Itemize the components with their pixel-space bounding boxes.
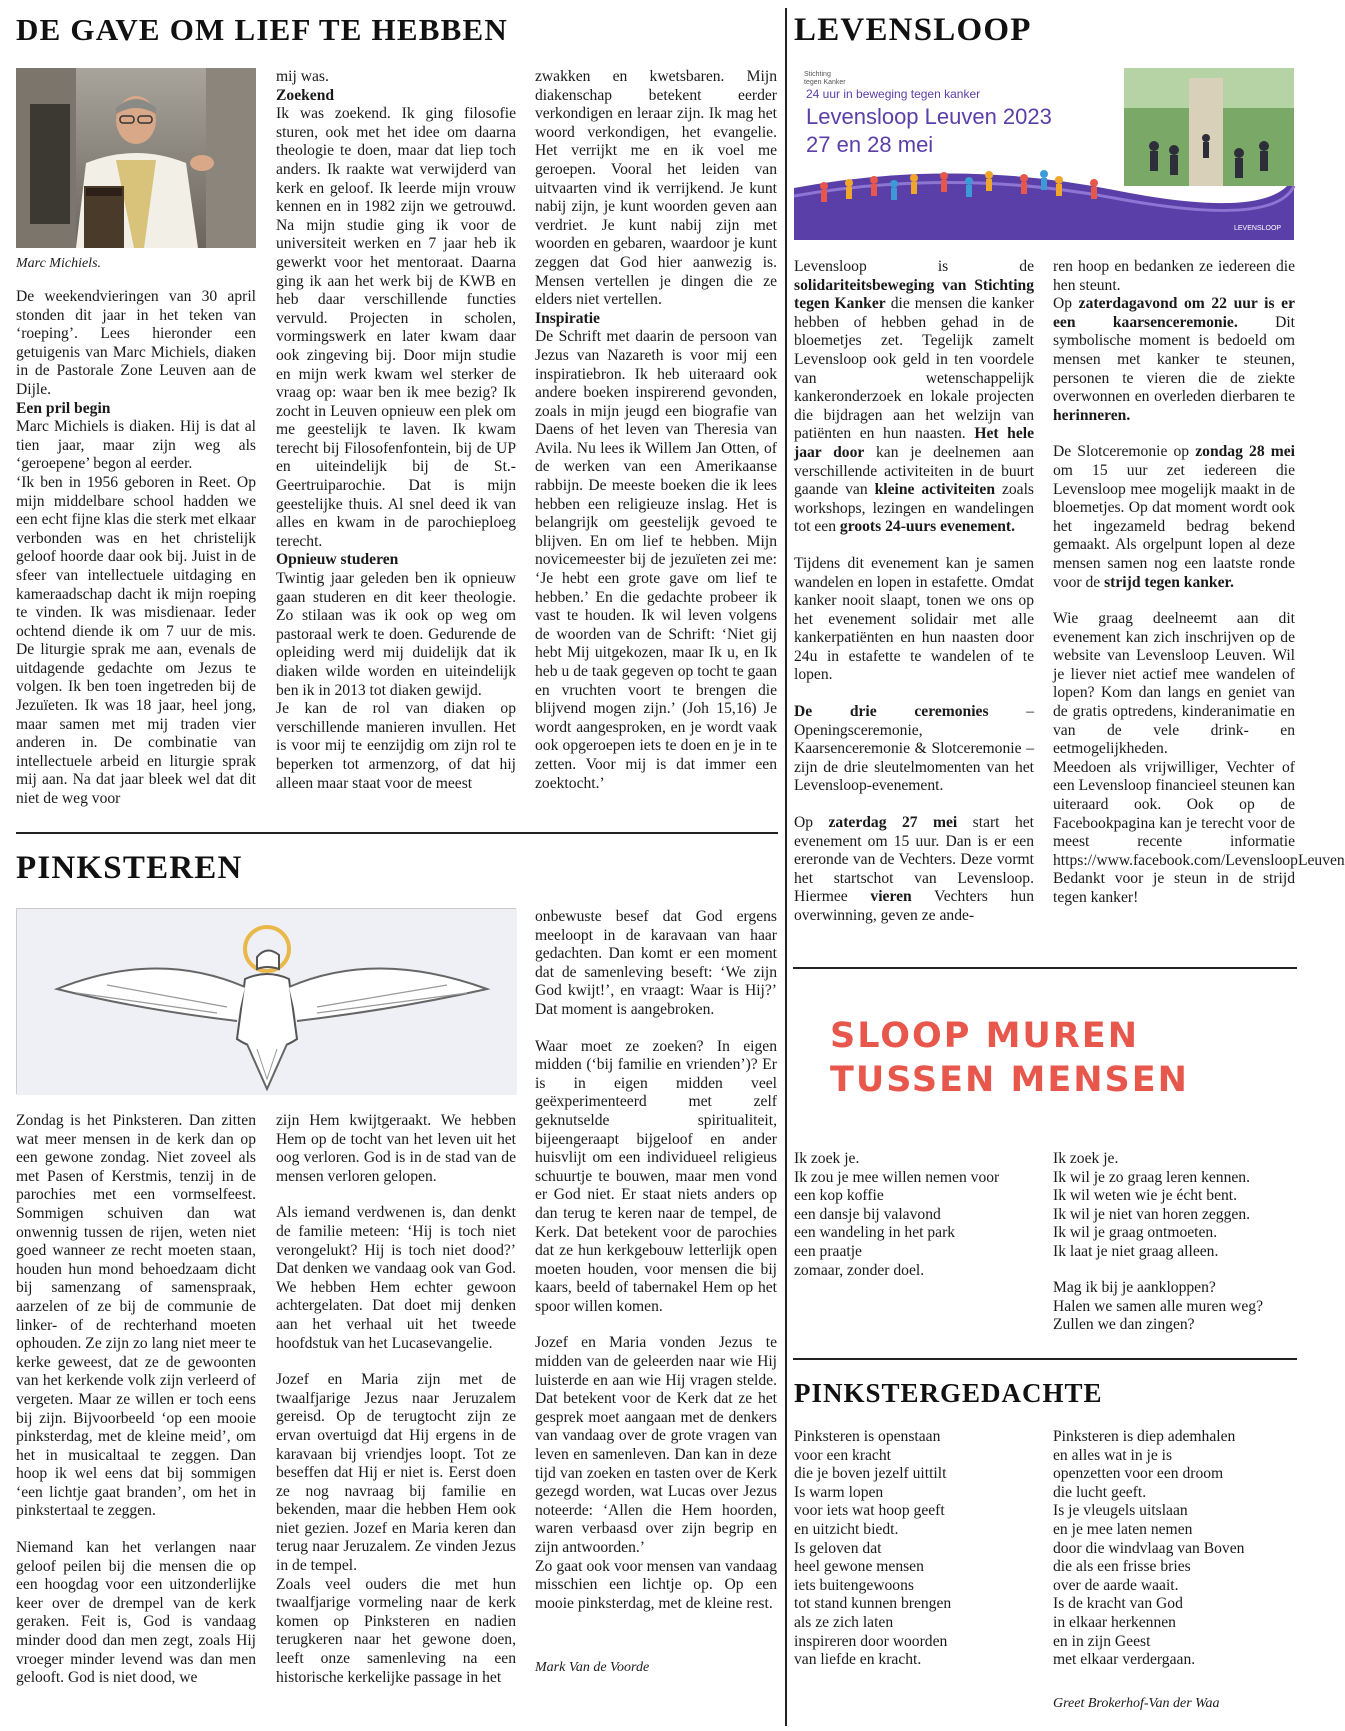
paragraph: Meedoen als vrijwilliger, Vechter of een Levensloop financieel steunen kan uiteraard ook. Ook op de Facebookpagina kan je terecht voor de meest recente informatie https://www.facebook.com/LevensloopLeuven [1053, 758, 1345, 869]
paragraph [794, 703, 1034, 796]
banner-org-line2: tegen Kanker [804, 79, 846, 86]
poem-line: een praatje [794, 1242, 862, 1260]
text: om 15 uur zet iedereen die Levensloop mee mogelijk maakt in de bloemetjes. Op dat moment wordt ook het ingezameld bedrag bekend gemaakt. Als orgelpunt lopen al deze mensen samen nog een laatste ronde voor de [1053, 461, 1295, 591]
bold-text: zaterdag 27 mei [828, 814, 958, 832]
photo-marc-michiels [16, 68, 256, 248]
bold-text: zaterdagavond om 22 uur is er een kaarsenceremonie. [1053, 295, 1295, 331]
gave-column-1 [16, 288, 256, 824]
poem-line: van liefde en kracht. [794, 1651, 922, 1669]
poem-line: en uitzicht biedt. [794, 1520, 899, 1538]
levensloop-column-2 [1053, 258, 1345, 958]
article-title-pinkstergedachte: PINKSTERGEDACHTE [794, 1378, 1103, 1408]
poem-line: als ze zich laten [794, 1613, 894, 1631]
bold-text: zondag 28 mei [1195, 443, 1295, 461]
poem-line: een kop koffie [794, 1187, 884, 1205]
poem-line: met elkaar verdergaan. [1053, 1651, 1196, 1669]
paragraph [794, 814, 1034, 926]
subheading: Een pril begin [16, 399, 111, 417]
poem-line: voor iets wat hoop geeft [794, 1502, 945, 1520]
paragraph: Waar moet ze zoeken? In eigen midden (‘bij familie en vrienden’)? Er is in eigen midden veel geëxperimenteerd met zelf geknutselde spiritualiteit, bijeengeraapt bijgeloof en ander huisvlijt om een individueel religieus schuurtje te bouwen, maar men vond er God niet. Er staat niets anders op dan terug te keren naar de tempel, de Kerk. Dat betekent voor de parochies dat ze hun kerkgebouw letterlijk open moeten houden, voor mensen die bij kaars, beeld of tabernakel Hem op het spoor willen komen. [535, 1037, 777, 1315]
text: zoals workshops, lezingen en wandelingen tot een [794, 481, 1034, 536]
paragraph [1053, 443, 1295, 592]
poem-line: Ik zou je mee willen nemen voor [794, 1168, 1000, 1186]
sloop-poem-column-1 [794, 1150, 1039, 1280]
poem-line: tot stand kunnen brengen [794, 1595, 952, 1613]
paragraph: Ik was zoekend. Ik ging filosofie sturen, ook met het idee om daarna theologie te doen, maar dat liep toch anders. Ik raakte wat verwijderd van kerk en geloof. Ik leerde mijn vrouw kennen en in 1982 zijn we getrouwd. Na mijn studie ging ik voor de universiteit werken en 7 jaar heb ik gewerkt voor het mentoraat. Daarna ging ik aan het werk bij de KWB en heb daar verschillende functies vervuld. Projecten in scholen, vormingswerk en later kwam daar ook zingeving bij. Door mijn studie en mijn werk kwam wel sterker de vraag op: waar ben ik mee bezig? Ik zocht in Leuven opnieuw een plek om me geestelijk te laven. Ik kwam terecht bij Filosofenfontein, bij de UP en uiteindelijk bij de St.-Geertruiparochie. Dat is mijn geestelijke thuis. Al snel deed ik van alles en kwam in de parochieploeg terecht. [276, 105, 516, 550]
levensloop-banner [794, 68, 1294, 240]
paragraph: Zoals veel ouders die met hun twaalfjarige vormeling naar de kerk komen op Pinksteren en nadien terugkeren naar het gewone doen, leeft onze samenleving na een historische kerkelijke passage in het [276, 1575, 516, 1686]
poem-line: en je mee laten nemen [1053, 1520, 1193, 1538]
text: start het evenement om 15 uur. Dan is er een ereronde van de Vechters. Deze vormt het startschot van Levensloop. Hiermee [794, 814, 1034, 906]
poem-line: inspireren door woorden [794, 1632, 948, 1650]
paragraph: Zo gaat ook voor mensen van vandaag misschien een lichtje op. Op een mooie pinksterdag, met de kleine rest. [535, 1557, 777, 1612]
bold-text: kleine activiteiten [874, 481, 995, 499]
pinkstergedachte-column-2 [1053, 1428, 1298, 1670]
text: Op [1053, 295, 1079, 313]
poem-line: die als een frisse bries [1053, 1558, 1191, 1576]
bold-text: solidariteitsbeweging van Stichting tegen Kanker [794, 276, 1034, 313]
poem-line: Is je vleugels uitslaan [1053, 1502, 1188, 1520]
subheading: Inspiratie [535, 309, 600, 327]
poem-line: Ik wil je zo graag leren kennen. [1053, 1168, 1251, 1186]
article-title-gave: DE GAVE OM LIEF TE HEBBEN [16, 12, 508, 47]
paragraph: ren hoop en bedanken ze iedereen die hen steunt. [1053, 258, 1295, 294]
article-title-levensloop: LEVENSLOOP [794, 12, 1032, 48]
bold-text: herinneren. [1053, 406, 1131, 424]
gave-column-2 [276, 68, 516, 824]
bold-text: De drie ceremonies [794, 703, 989, 721]
divider-sloop-pinkstergedachte [793, 1358, 1297, 1360]
poem-line: Zullen we dan zingen? [1053, 1316, 1195, 1334]
divider-levensloop-sloop [793, 967, 1297, 969]
pinksteren-signature: Mark Van de Voorde [535, 1660, 650, 1675]
paragraph: Tijdens dit evenement kan je samen wandelen en lopen in estafette. Omdat kanker nooit slaapt, tonen we ons op het evenement solidair met alle kankerpatiënten en hun naasten door 24u in estafette te wandelen of te lopen. [794, 554, 1034, 684]
text: Levensloop is de [794, 258, 1034, 275]
pinkstergedachte-column-1 [794, 1428, 1039, 1670]
text: – Openingsceremonie, Kaarsenceremonie & Slotceremonie – zijn de drie sleutelmomenten van het Levensloop-evenement. [794, 703, 1035, 795]
poem-line: een dansje bij valavond [794, 1205, 941, 1223]
poem-line: Ik wil je niet van horen zeggen. [1053, 1205, 1251, 1223]
dove-illustration [16, 908, 516, 1094]
paragraph: zijn Hem kwijtgeraakt. We hebben Hem op de tocht van het leven uit het oog verloren. God is in de stad van de mensen verloren gelopen. [276, 1112, 516, 1185]
photo-caption: Marc Michiels. [16, 256, 102, 271]
pinksteren-column-1 [16, 1112, 256, 1726]
sloop-poem-column-2-stanza-2 [1053, 1279, 1298, 1335]
pinkstergedachte-signature: Greet Brokerhof-Van der Waa [1053, 1696, 1220, 1711]
paragraph [1053, 295, 1295, 425]
paragraph: Jozef en Maria vonden Jezus te midden van de geleerden naar wie Hij luisterde en aan wie Hij vragen stelde. Dat betekent voor de Kerk dat ze het gesprek moet aangaan met de denkers van vandaag over de grote vragen van leven en samenleven. Dan kan in deze tijd van zoeken en tasten over de Kerk gezegd worden, wat Lucas over Jezus noteerde: ‘Allen die Hem hoorden, waren verbaasd over zijn begrip en zijn antwoorden.’ [535, 1334, 777, 1556]
poem-line: Pinksteren is openstaan [794, 1428, 941, 1445]
divider-gave-pinksteren [16, 832, 778, 834]
banner-dates: 27 en 28 mei [806, 132, 934, 157]
text: die mensen die kanker hebben of hebben gehad in de bloemetjes zet. Tegelijk zamelt Levensloop ook geld in ten voordele van wetenschappelijk kankeronderzoek en lokale projecten die bijdragen aan het welzijn van patiënten en hun naasten. [794, 295, 1034, 443]
poem-line: een wandeling in het park [794, 1224, 956, 1242]
poem-line: iets buitengewoons [794, 1576, 914, 1594]
paragraph: Je kan de rol van diaken op verschillende manieren invullen. Het is voor mij te eenzijdig om zijn rol te beperken tot armenzorg, of dat hij alleen maar staat voor de meest [276, 700, 516, 792]
paragraph: Wie graag deelneemt aan dit evenement kan zich inschrijven op de website van Levensloop Leuven. Wil je liever niet actief mee wandelen of lopen? Kom dan langs en geniet van de gratis optredens, kinderanimatie en van de vele drink- en eetmogelijkheden. [1053, 610, 1295, 758]
poem-line: voor een kracht [794, 1446, 891, 1464]
paragraph: Jozef en Maria zijn met de twaalfjarige Jezus naar Jeruzalem gereisd. Op de terugtocht zijn ze ervan overtuigd dat Hij ergens in de karavaan bij vriendjes loopt. Tot ze beseffen dat Hij er niet is. Eerst doen ze nog navraag bij familie en bekenden, maar die hebben Hem ook niet gezien. Jozef en Maria keren dan terug naar Jeruzalem. Ze vinden Jezus in de tempel. [276, 1371, 516, 1575]
article-title-pinksteren: PINKSTEREN [16, 850, 243, 886]
sloop-poem-column-2 [1053, 1150, 1298, 1262]
subheading: Zoekend [276, 86, 335, 104]
poem-line: Is warm lopen [794, 1483, 884, 1501]
poem-line: Halen we samen alle muren weg? [1053, 1297, 1263, 1315]
paragraph: De Schrift met daarin de persoon van Jezus van Nazareth is voor mij een inspiratiebron. Ik heb uiteraard ook andere boeken inspirerend gevonden, zoals in mijn jeugd een biografie van Daens of het leven van Theresia van Avila. Nu lees ik Willem Jan Otten, of de werken van een Amerikaanse rabbijn. De meeste boeken die ik lees hebben een religieuze inslag. Het is belangrijk om geestelijk gevoed te blijven. En om lief te hebben. Mijn novicemeester bij de jezuïeten zei me: ‘Je hebt een grote gave om lief te hebben.’ En die gedachte probeer ik vast te houden. Ik wil leven volgens de woorden van de Schrift: ‘Niet gij hebt Mij uitgekozen, maar Ik u, en Ik heb u de taak gegeven op tocht te gaan en vruchten voort te brengen die blijvend mogen zijn.’ (Joh 15,16) Je wordt aangesproken, en je wordt vaak ook opgeroepen iets te doen en je in te zetten. Voor mij is dat immer een zoektocht.’ [535, 328, 777, 792]
paragraph: Bedankt voor je steun in de strijd tegen kanker! [1053, 870, 1295, 906]
pinksteren-column-2 [276, 1112, 516, 1726]
poem-line: Ik zoek je. [1053, 1150, 1119, 1167]
paragraph: Als iemand verdwenen is, dan denkt de familie meteen: ‘Hij is toch niet verongelukt? Hij is toch niet dood?’ Dat denken we vandaag ook van God. We hebben Hem echter gewoon achtergelaten. Dat doet mij denken aan het verhaal uit het tweede hoofdstuk van het Lucasevangelie. [276, 1204, 516, 1352]
pinksteren-column-3 [535, 908, 777, 1684]
sloop-title [830, 1014, 1189, 1102]
poem-line: openzetten voor een droom [1053, 1465, 1224, 1483]
banner-event-name: Levensloop Leuven 2023 [806, 104, 1052, 129]
paragraph: mij was. [276, 68, 329, 85]
poem-line: Is de kracht van God [1053, 1595, 1183, 1613]
poem-line: in elkaar herkennen [1053, 1613, 1176, 1631]
paragraph: onbewuste besef dat God ergens meeloopt in de karavaan van haar gedachten. Dan komt er een moment dat de samenleving beseft: ‘We zijn God kwijt!’, en vraagt: Waar is Hij?’ Dat moment is aangebroken. [535, 908, 777, 1018]
paragraph: Niemand kan het verlangen naar geloof peilen bij die mensen die op een hoogdag voor een uitzonderlijke keer over de drempel van de kerk geraken. Feit is, God is vandaag minder dood dan men zegt, zoals Hij vroeger minder levend was dan men gelooft. God is niet dood, we [16, 1539, 256, 1687]
subheading: Opnieuw studeren [276, 551, 399, 569]
paragraph [794, 258, 1034, 537]
paragraph: De weekendvieringen van 30 april stonden dit jaar in het teken van ‘roeping’. Lees hieronder een getuigenis van Marc Michiels, diaken in de Pastorale Zone Leuven aan de Dijle. [16, 288, 256, 398]
sloop-title-line1: SLOOP MUREN [830, 1016, 1140, 1056]
poem-line: Ik wil weten wie je écht bent. [1053, 1187, 1238, 1205]
banner-tagline: 24 uur in beweging tegen kanker [806, 87, 981, 101]
paragraph: Marc Michiels is diaken. Hij is dat al tien jaar, maar zijn weg als ‘geroepene’ begon al eerder. [16, 418, 256, 473]
paragraph: ‘Ik ben in 1956 geboren in Reet. Op mijn middelbare school hadden we een echt fijne klas die sterk met elkaar verbonden was en het christelijk geloof hoorde daar ook bij. Juist in de sfeer van intellectuele uitdaging en kameraadschap dacht ik mijn roeping te vinden. Ik was misdienaar. Ieder ochtend diende ik om 7 uur de mis. De liturgie sprak me aan, evenals de uitdagende gedachte om Jezus te volgen. Ik ben toen ingetreden bij de Jezuïeten. Ik was 18 jaar, heel jong, maar samen met mij traden vier anderen in. De combinatie van intellectuele arbeid en liturgie sprak mij aan. Na dat jaar bleek wel dat dit niet de weg voor [16, 473, 256, 808]
text: Op [794, 814, 829, 832]
text: Dit symbolische moment is bedoeld om mensen met kanker te steunen, personen te vieren die de ziekte overwonnen en overleden dierbaren te [1053, 313, 1296, 406]
text: kan je deelnemen aan verschillende activiteiten in de buurt gaande van [794, 443, 1035, 499]
poem-line: en in zijn Geest [1053, 1632, 1151, 1650]
poem-line: Ik zoek je. [794, 1150, 860, 1167]
bold-text: strijd tegen kanker. [1104, 573, 1234, 591]
paragraph: Twintig jaar geleden ben ik opnieuw gaan studeren en dit keer theologie. Zo stilaan was ik ook op weg om pastoraal werk te doen. Gedurende de opleiding werd mij duidelijk dat ik diaken wilde worden en uiteindelijk ben ik in 2013 tot diaken gewijd. [276, 570, 516, 699]
poem-line: en alles wat in je is [1053, 1446, 1173, 1464]
banner-logo: LEVENSLOOP [1234, 225, 1282, 232]
poem-line: die lucht geeft. [1053, 1483, 1147, 1501]
poem-line: heel gewone mensen [794, 1558, 924, 1576]
bold-text: vieren [870, 888, 912, 906]
vertical-divider [785, 8, 787, 1726]
paragraph: Zondag is het Pinksteren. Dan zitten wat meer mensen in de kerk dan op een gewone zondag. Niet zoveel als met Pasen of Kerstmis, tenzij in de parochies met een vormselfeest. Sommigen schuiven dan wat onwennig tussen de rijen, weten niet goed wanneer ze recht moeten staan, houden hun mond behoedzaam dicht bij samenzang of samenspraak, aarzelen of ze bij de communie de linker- of de rechterhand moeten ophouden. Ze zijn zo lang niet meer te kerke geweest, dat ze de gewoonten van het kerkende volk zijn verleerd of vergeten. Maar ze willen er toch eens bij zijn. Bijvoorbeeld ‘op een mooie pinksterdag, met de kleine meid’, om het in musicaltaal te zeggen. Dan hoop ik wel eens dat bij sommigen ‘een lichtje gaat branden’, om het in pinkstertaal te zeggen. [16, 1112, 256, 1520]
text: Vechters hun overwinning, geven ze ande- [794, 888, 1034, 924]
text: De Slotceremonie op [1053, 443, 1196, 461]
bold-text: groots 24-uurs evenement. [839, 518, 1016, 536]
poem-line: Ik wil je graag ontmoeten. [1053, 1224, 1218, 1242]
gave-column-3 [535, 68, 777, 824]
banner-org-line1: Stichting [804, 71, 831, 78]
poem-line: Is geloven dat [794, 1539, 882, 1557]
bold-text: Het hele jaar door [794, 425, 1034, 461]
poem-line: die je boven jezelf uittilt [794, 1465, 947, 1483]
sloop-title-line2: TUSSEN MENSEN [830, 1060, 1189, 1100]
levensloop-column-1 [794, 258, 1034, 958]
poem-line: zomaar, zonder doel. [794, 1261, 925, 1279]
poem-line: Pinksteren is diep ademhalen [1053, 1428, 1236, 1445]
paragraph: zwakken en kwetsbaren. Mijn diakenschap betekent eerder verkondigen en leraar zijn. Ik mag het woord verkondigen, het evangelie. Het verrijkt me en ik voel me geroepen. Vooral het leiden van uitvaarten vind ik verrijkend. Je kunt nabij zijn, je kunt woorden geven aan verdriet. Je kunt nabij zijn met woorden en gebaren, waardoor je kunt zeggen dat God hier aanwezig is. Mensen vertellen je dingen die ze elders niet vertellen. [535, 68, 777, 309]
poem-line: Ik laat je niet graag alleen. [1053, 1242, 1219, 1260]
poem-line: door die windvlaag van Boven [1053, 1539, 1245, 1557]
poem-line: Mag ik bij je aankloppen? [1053, 1279, 1216, 1296]
poem-line: over de aarde waait. [1053, 1576, 1179, 1594]
